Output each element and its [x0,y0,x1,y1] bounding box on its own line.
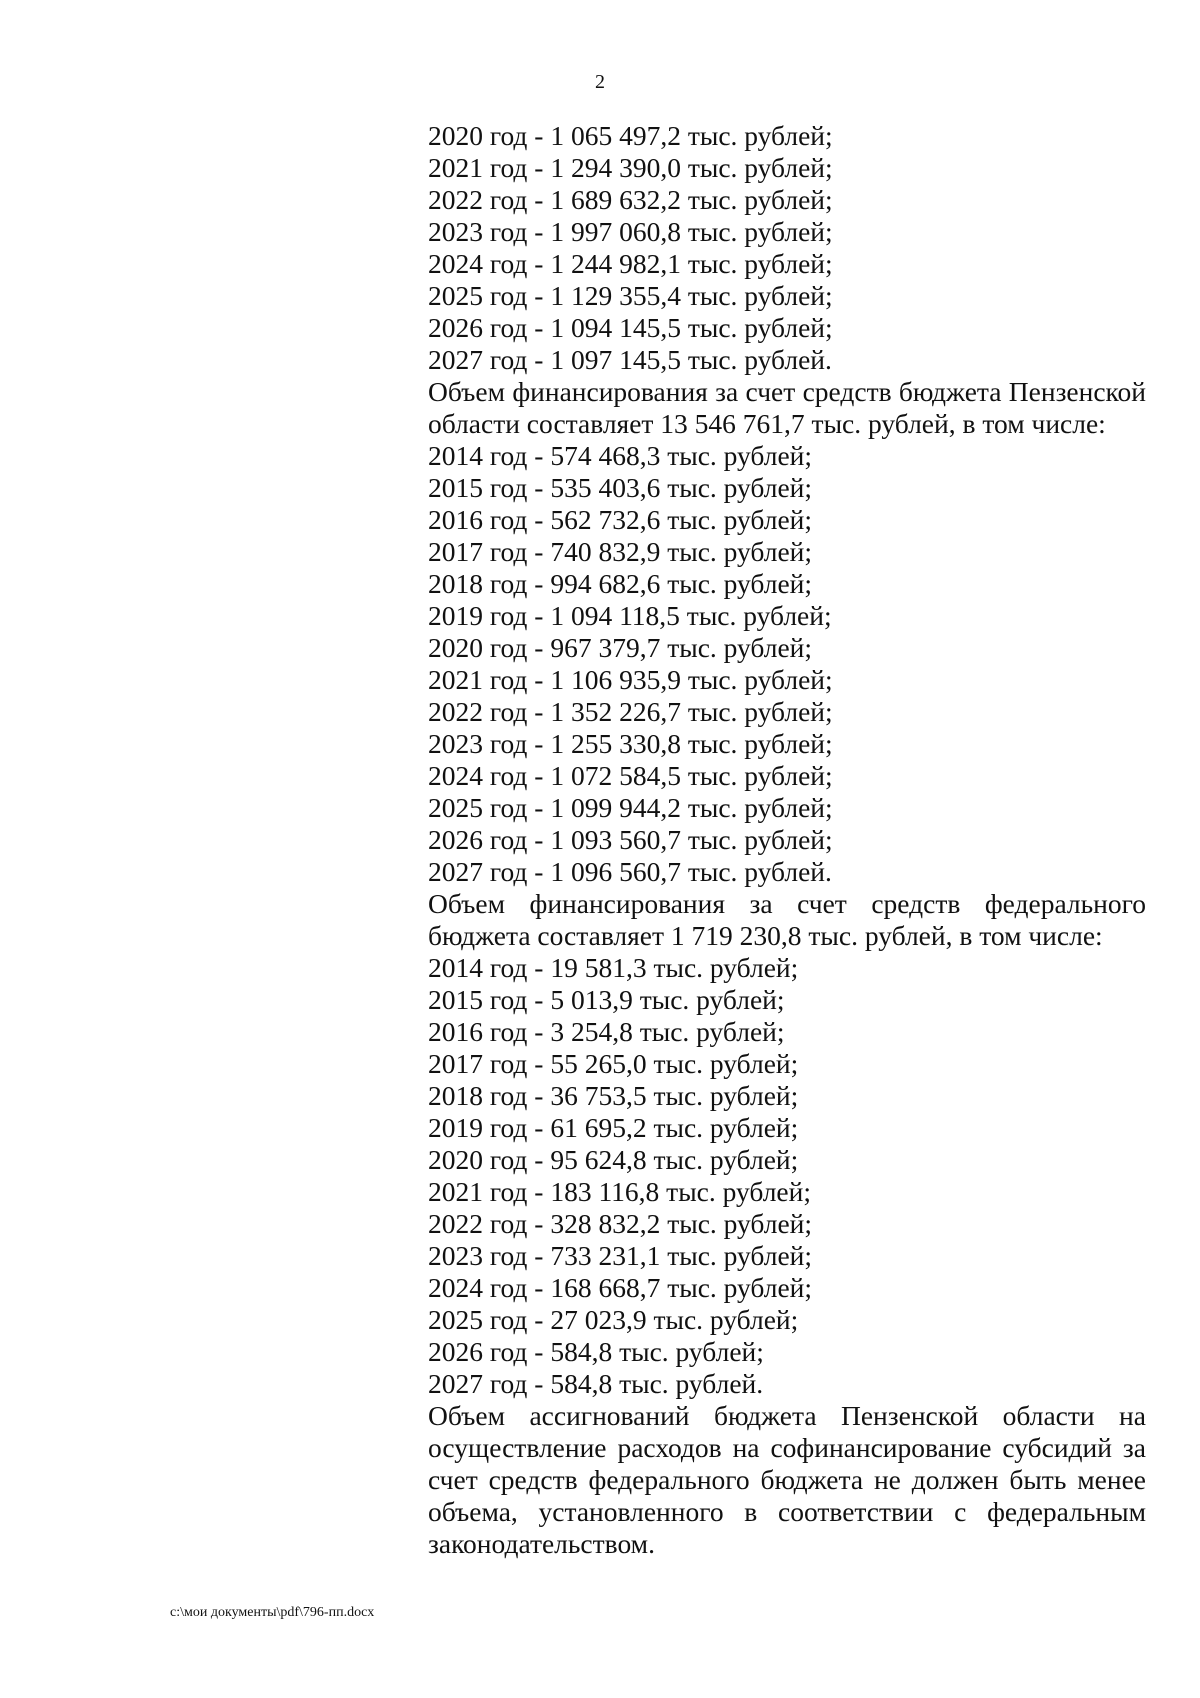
list-item: 2019 год - 61 695,2 тыс. рублей; [428,1112,799,1143]
list-item: 2027 год - 584,8 тыс. рублей. [428,1368,764,1399]
section1-list [428,120,1146,376]
list-item: 2026 год - 1 093 560,7 тыс. рублей; [428,824,833,855]
list-item: 2025 год - 27 023,9 тыс. рублей; [428,1304,799,1335]
list-item: 2014 год - 574 468,3 тыс. рублей; [428,440,813,471]
list-item: 2020 год - 967 379,7 тыс. рублей; [428,632,813,663]
list-item: 2022 год - 328 832,2 тыс. рублей; [428,1208,813,1239]
list-item: 2024 год - 1 244 982,1 тыс. рублей; [428,248,833,279]
list-item: 2019 год - 1 094 118,5 тыс. рублей; [428,600,832,631]
list-item: 2015 год - 535 403,6 тыс. рублей; [428,472,813,503]
list-item: 2023 год - 1 255 330,8 тыс. рублей; [428,728,833,759]
list-item: 2025 год - 1 099 944,2 тыс. рублей; [428,792,833,823]
list-item: 2014 год - 19 581,3 тыс. рублей; [428,952,799,983]
document-body [428,120,1146,1560]
federal-budget-intro: Объем финансирования за счет средств федерального бюджета составляет 1 719 230,8 тыс. рублей, в том числе: [428,888,1146,951]
page-number: 2 [595,71,605,93]
list-item: 2017 год - 55 265,0 тыс. рублей; [428,1048,799,1079]
regional-budget-intro: Объем финансирования за счет средств бюджета Пензенской области составляет 13 546 761,7 тыс. рублей, в том числе: [428,376,1146,439]
list-item: 2021 год - 183 116,8 тыс. рублей; [428,1176,811,1207]
footer-file-path: c:\мои документы\pdf\796-пп.docx [170,1605,375,1620]
list-item: 2021 год - 1 106 935,9 тыс. рублей; [428,664,833,695]
list-item: 2018 год - 994 682,6 тыс. рублей; [428,568,813,599]
list-item: 2023 год - 733 231,1 тыс. рублей; [428,1240,813,1271]
list-item: 2024 год - 168 668,7 тыс. рублей; [428,1272,813,1303]
list-item: 2022 год - 1 689 632,2 тыс. рублей; [428,184,833,215]
list-item: 2024 год - 1 072 584,5 тыс. рублей; [428,760,833,791]
list-item: 2018 год - 36 753,5 тыс. рублей; [428,1080,799,1111]
regional-budget-list [428,440,1146,888]
list-item: 2015 год - 5 013,9 тыс. рублей; [428,984,785,1015]
list-item: 2016 год - 3 254,8 тыс. рублей; [428,1016,785,1047]
list-item: 2026 год - 1 094 145,5 тыс. рублей; [428,312,833,343]
list-item: 2027 год - 1 097 145,5 тыс. рублей. [428,344,832,375]
list-item: 2025 год - 1 129 355,4 тыс. рублей; [428,280,833,311]
list-item: 2021 год - 1 294 390,0 тыс. рублей; [428,152,833,183]
list-item: 2022 год - 1 352 226,7 тыс. рублей; [428,696,833,727]
closing-paragraph: Объем ассигнований бюджета Пензенской области на осуществление расходов на софинансирование субсидий за счет средств федерального бюджета не должен быть менее объема, установленного в соответствии с федеральным законодательством. [428,1400,1146,1559]
federal-budget-list [428,952,1146,1400]
list-item: 2020 год - 95 624,8 тыс. рублей; [428,1144,799,1175]
list-item: 2023 год - 1 997 060,8 тыс. рублей; [428,216,833,247]
list-item: 2027 год - 1 096 560,7 тыс. рублей. [428,856,832,887]
list-item: 2020 год - 1 065 497,2 тыс. рублей; [428,120,833,151]
list-item: 2016 год - 562 732,6 тыс. рублей; [428,504,813,535]
list-item: 2026 год - 584,8 тыс. рублей; [428,1336,764,1367]
list-item: 2017 год - 740 832,9 тыс. рублей; [428,536,813,567]
